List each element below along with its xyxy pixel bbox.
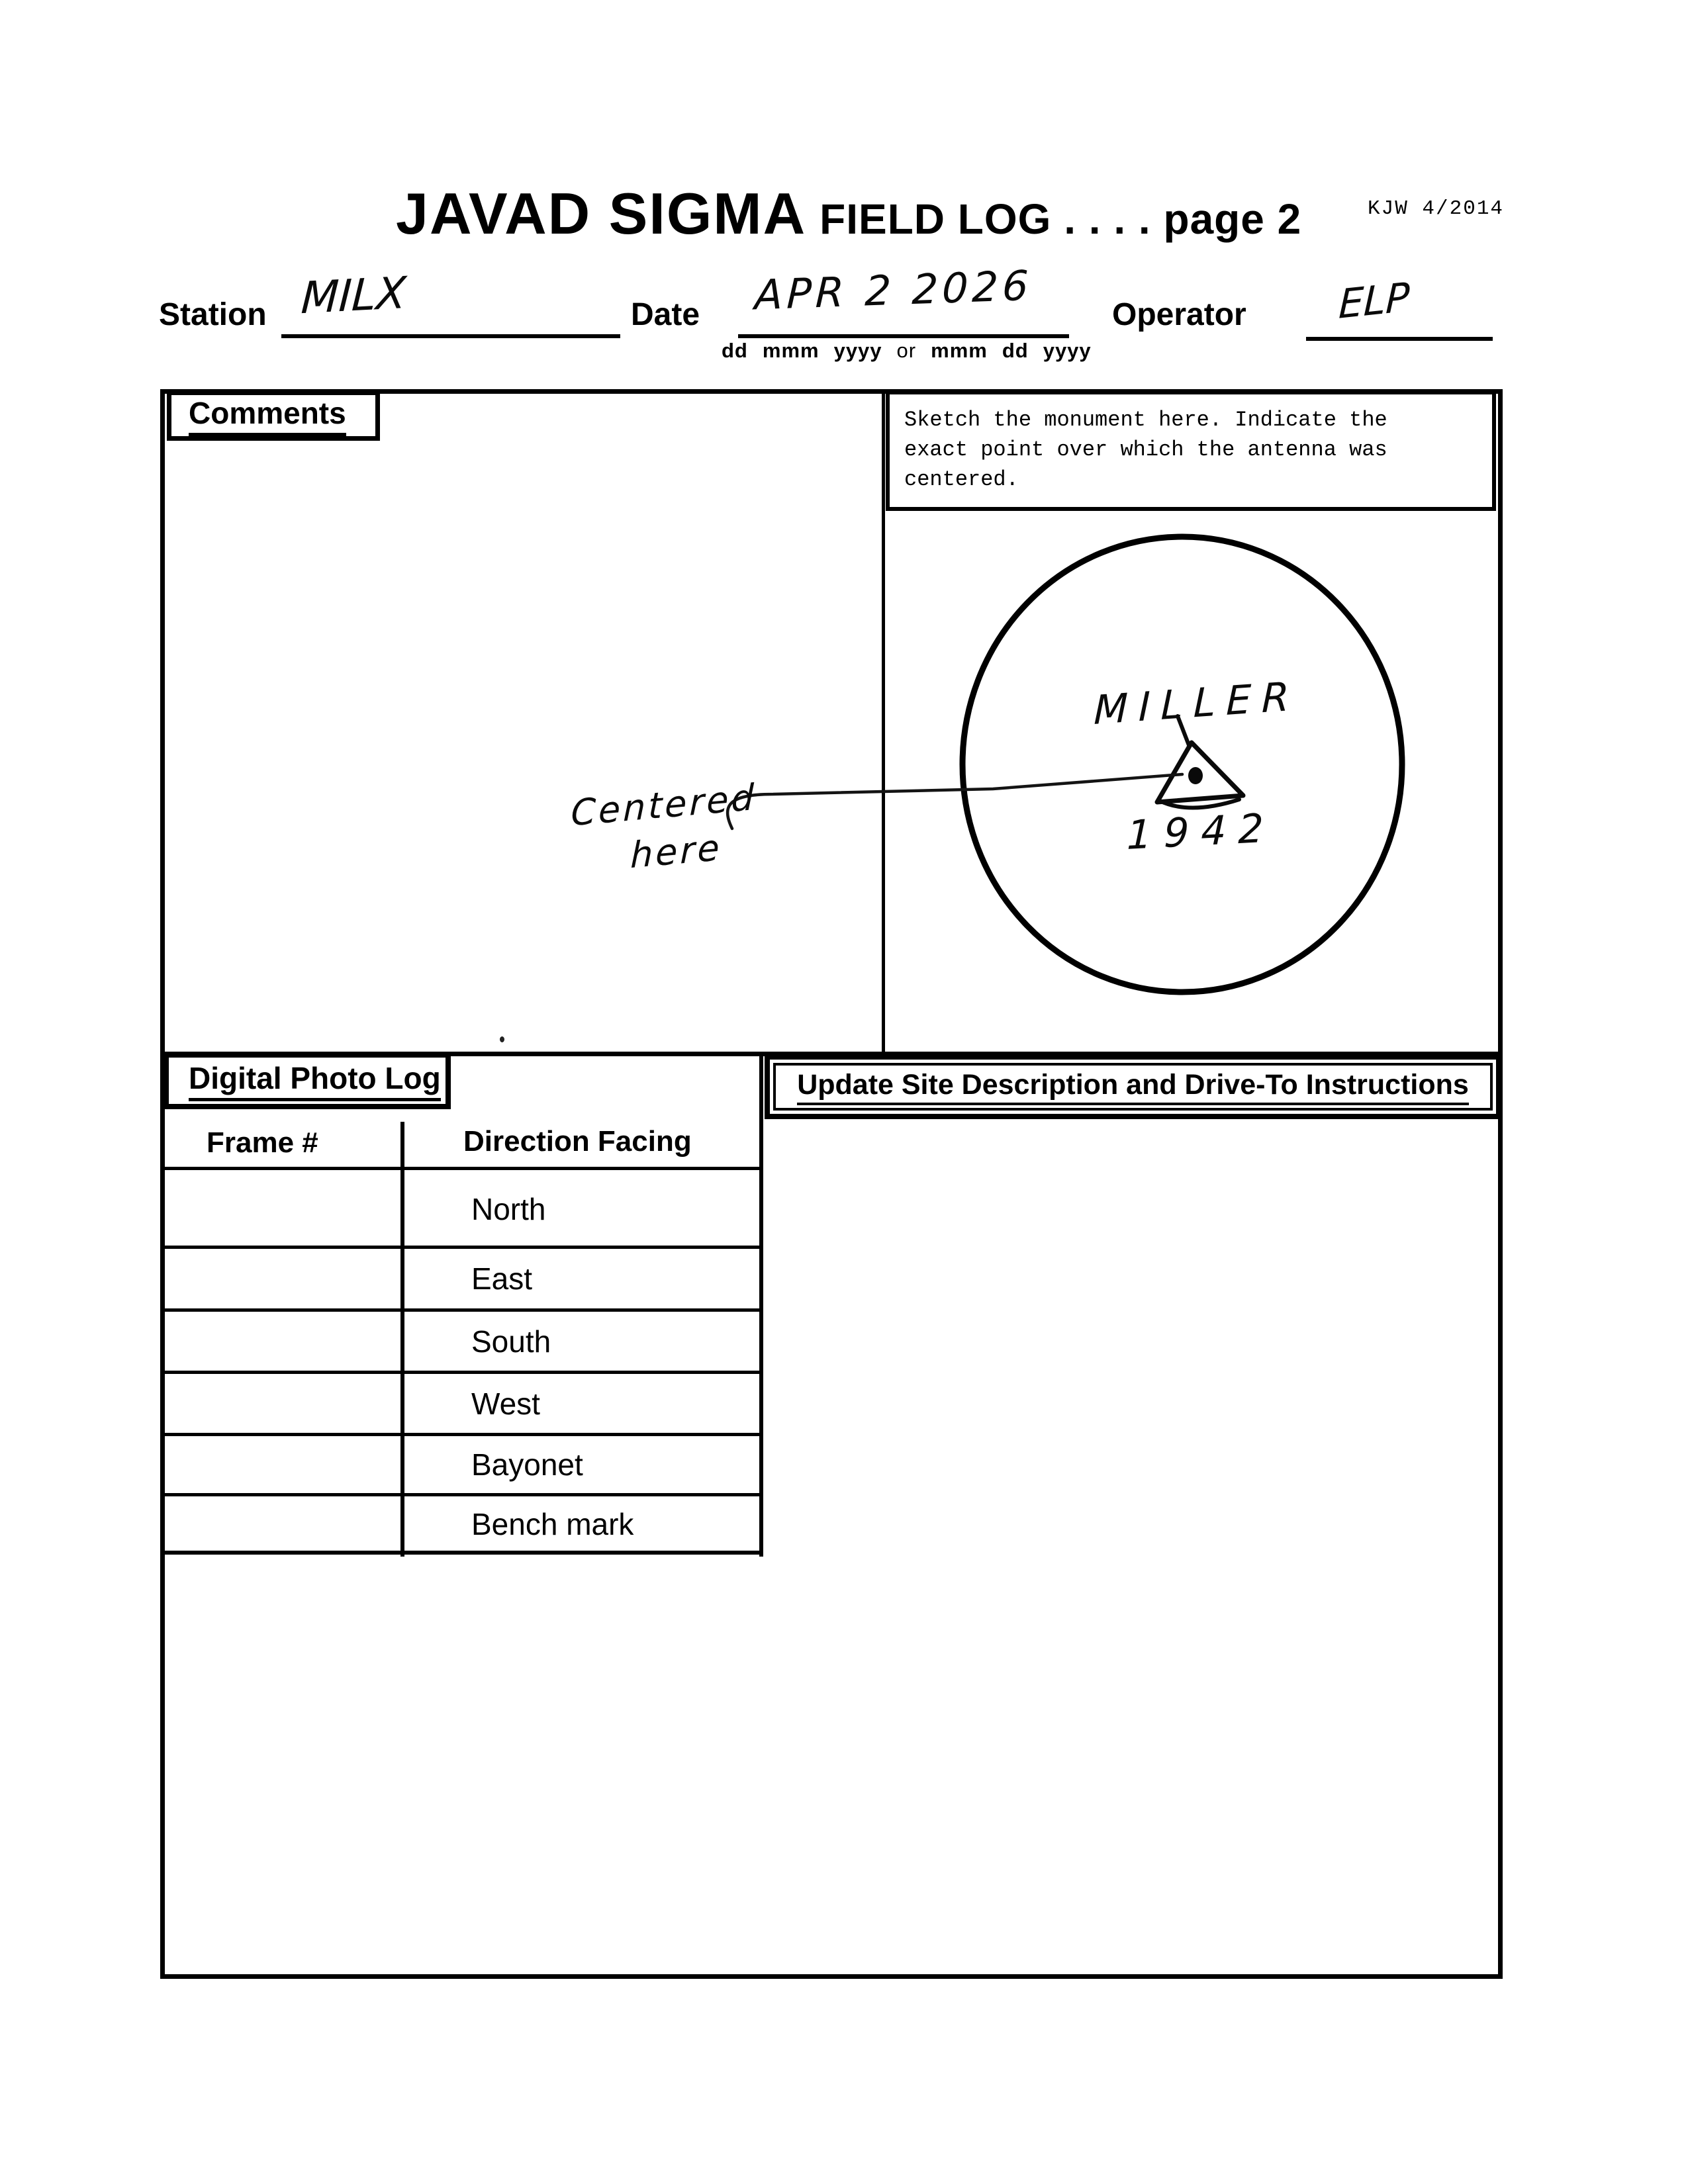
monument-name-handwritten: MILLER xyxy=(1093,672,1301,735)
photo-log-section-header xyxy=(164,1052,451,1109)
operator-handwritten-value: ELP xyxy=(1338,274,1411,328)
form-body-box xyxy=(160,389,1503,1979)
centered-annotation-line2: here xyxy=(630,826,723,877)
monument-year-handwritten: 1942 xyxy=(1126,805,1276,859)
photo-log-label: Digital Photo Log xyxy=(189,1060,441,1101)
photo-log-row-line xyxy=(160,1308,763,1312)
sketch-instruction-line3: centered. xyxy=(904,467,1019,492)
photo-log-row-line xyxy=(160,1371,763,1374)
comments-label: Comments xyxy=(189,395,346,436)
update-section-header-inner xyxy=(773,1063,1493,1111)
update-section-label: Update Site Description and Drive-To Instructions xyxy=(797,1069,1469,1105)
photo-log-row-line xyxy=(160,1433,763,1436)
date-hint-yyyy2: yyyy xyxy=(1043,339,1092,362)
sketch-instruction-line1: Sketch the monument here. Indicate the xyxy=(904,408,1387,432)
photo-log-bottom-line xyxy=(160,1551,763,1555)
direction-cell: South xyxy=(471,1324,551,1359)
station-underline xyxy=(281,334,620,338)
form-revision-code: KJW 4/2014 xyxy=(1368,197,1505,220)
sketch-instruction-box xyxy=(886,390,1496,511)
date-hint-dd2: dd xyxy=(1002,339,1029,362)
photo-log-right-border xyxy=(759,1054,763,1557)
direction-cell: West xyxy=(471,1387,540,1421)
date-underline xyxy=(738,334,1069,338)
direction-cell: North xyxy=(471,1192,546,1226)
station-label: Station xyxy=(159,297,267,332)
photo-log-row-line xyxy=(160,1493,763,1496)
form-title-suffix: FIELD LOG . . . . page 2 xyxy=(820,195,1302,243)
date-hint-mmm1: mmm xyxy=(762,339,820,362)
direction-cell: Bayonet xyxy=(471,1447,583,1482)
direction-cell: Bench mark xyxy=(471,1507,634,1541)
date-hint-dd1: dd xyxy=(722,339,748,362)
photo-log-row-line xyxy=(160,1246,763,1249)
update-section-header xyxy=(765,1054,1501,1119)
date-hint-or: or xyxy=(896,339,917,362)
frame-column-header: Frame # xyxy=(207,1126,318,1159)
direction-column-header: Direction Facing xyxy=(463,1125,692,1158)
station-handwritten-value: MILX xyxy=(300,267,408,324)
form-title-main: JAVAD SIGMA xyxy=(396,181,807,246)
date-label: Date xyxy=(631,297,700,332)
operator-underline xyxy=(1306,337,1493,341)
sketch-instruction-line2: exact point over which the antenna was xyxy=(904,437,1387,462)
date-format-hint xyxy=(722,339,1092,363)
centered-annotation-line1: Centered xyxy=(570,776,757,835)
operator-label: Operator xyxy=(1112,297,1246,332)
date-hint-mmm2: mmm xyxy=(931,339,988,362)
direction-cell: East xyxy=(471,1261,533,1296)
comments-section-header xyxy=(167,390,380,441)
photo-log-column-divider xyxy=(400,1122,404,1557)
photo-log-row-line xyxy=(160,1167,763,1170)
date-handwritten-value: APR 2 2026 xyxy=(753,261,1033,320)
comments-sketch-divider xyxy=(882,389,885,1054)
scan-speck xyxy=(500,1036,504,1042)
page-title xyxy=(396,180,1301,248)
date-hint-yyyy1: yyyy xyxy=(833,339,882,362)
